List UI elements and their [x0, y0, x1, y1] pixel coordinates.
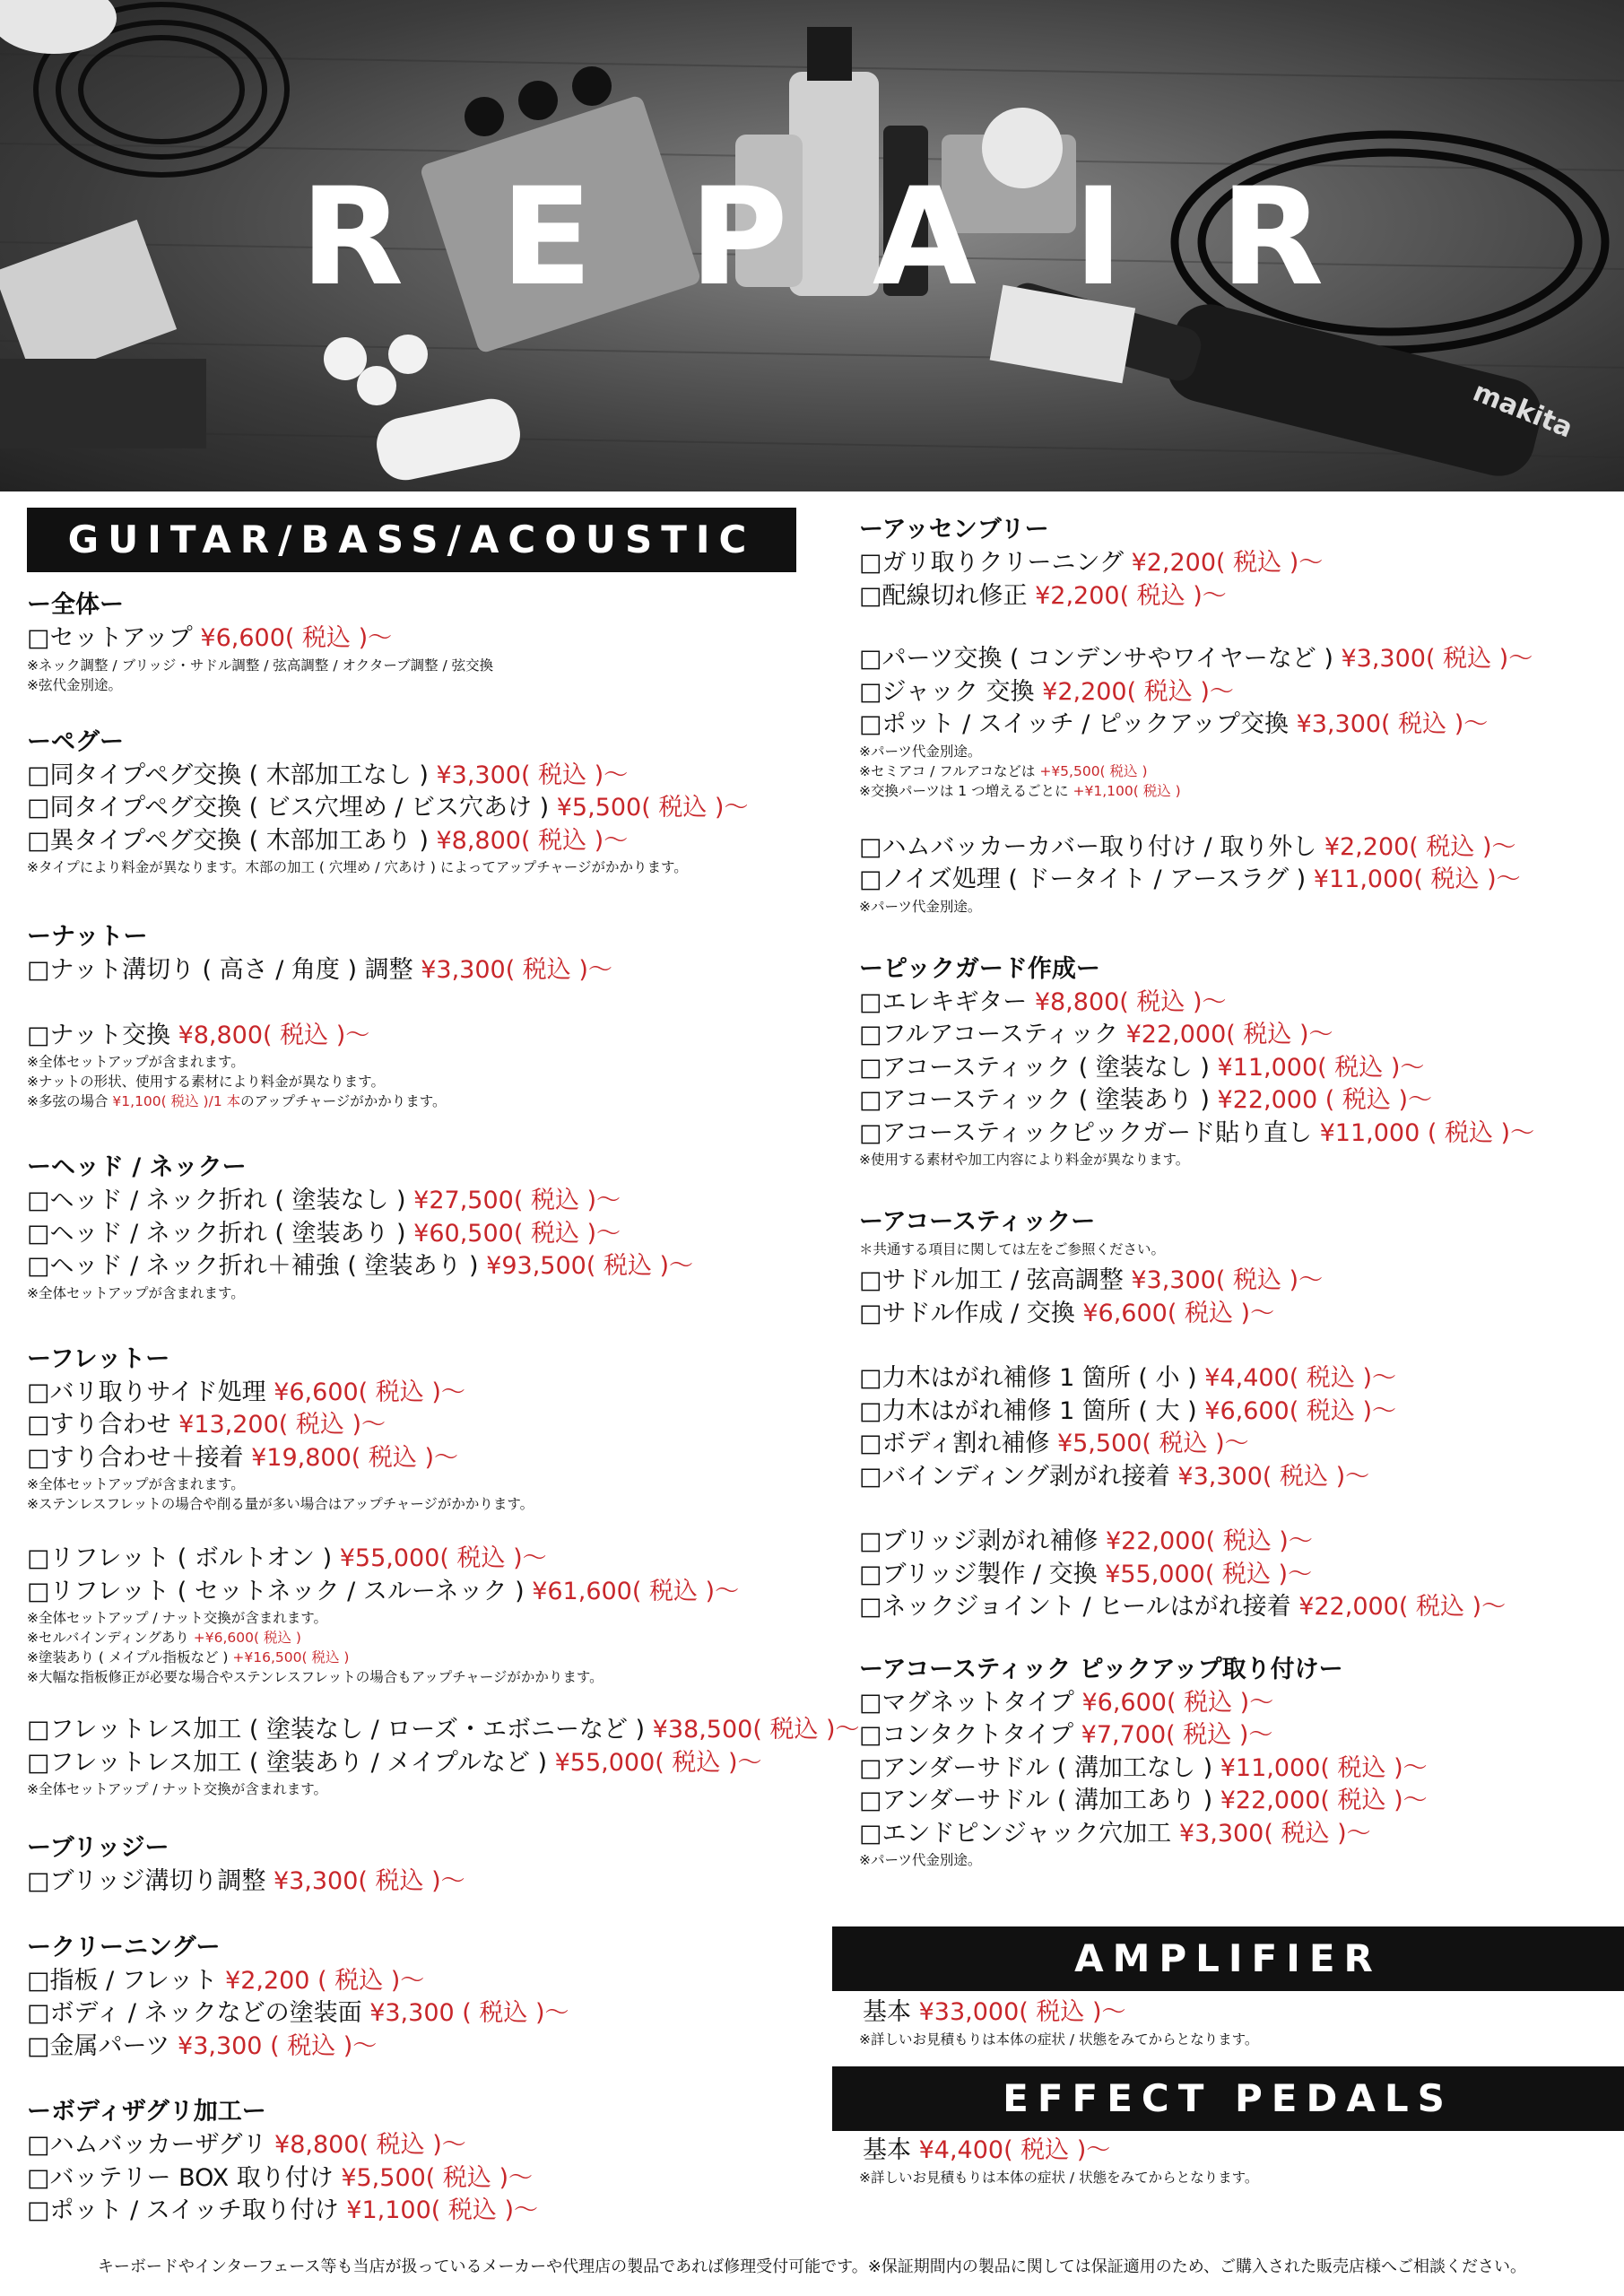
- price: ¥5,500( 税込 )～: [556, 794, 749, 822]
- price: ¥8,800( 税込 )～: [178, 1021, 370, 1049]
- amplifier-section: [859, 1996, 1258, 2049]
- section-head-neck: [27, 1151, 834, 1303]
- section-nut: [27, 920, 834, 1111]
- price: ¥11,000 ( 税込 )～: [1319, 1118, 1535, 1147]
- note: ※大幅な指板修正が必要な場合やステンレスフレットの場合もアップチャージがかかります。: [27, 1669, 604, 1685]
- price: ¥3,300( 税込 )～: [1341, 645, 1533, 673]
- list-item: □異タイプペグ交換 ( 木部加工あり ) ¥8,800( 税込 )～: [27, 826, 629, 855]
- list-item: □アコースティック ( 塗装あり ) ¥22,000 ( 税込 )～: [859, 1086, 1432, 1114]
- list-item: □アコースティックピックガード貼り直し ¥11,000 ( 税込 )～: [859, 1118, 1535, 1147]
- note: ※タイプにより料金が異なります。木部の加工 ( 穴埋め / 穴あけ ) によってアップチャージがかかります。: [27, 859, 688, 875]
- section-cleaning: [27, 1931, 834, 2064]
- list-item: 基本 ¥33,000( 税込 )～: [863, 1998, 1126, 2026]
- section-acoustic: [859, 1205, 1612, 1624]
- section-pegs: [27, 726, 834, 878]
- list-item: □セットアップ ¥6,600( 税込 )～: [27, 624, 393, 652]
- price: ¥7,700( 税込 )～: [1081, 1721, 1273, 1749]
- price: ¥13,200( 税込 )～: [178, 1411, 386, 1439]
- price: ¥2,200( 税込 )～: [1324, 832, 1516, 861]
- section-title: ーピックガード作成ー: [859, 954, 1100, 983]
- list-item: □マグネットタイプ ¥6,600( 税込 )～: [859, 1688, 1274, 1717]
- price: ¥8,800( 税込 )～: [436, 826, 629, 855]
- section-overall: [27, 588, 834, 695]
- price: ¥19,800( 税込 )～: [251, 1443, 458, 1472]
- price: ¥11,000( 税込 )～: [1313, 865, 1521, 893]
- price: ¥3,300( 税込 )～: [1296, 710, 1489, 738]
- list-item: □エンドピンジャック穴加工 ¥3,300( 税込 )～: [859, 1819, 1371, 1848]
- section-title: ーアコースティックー: [859, 1208, 1096, 1236]
- section-title: ー全体ー: [27, 591, 124, 619]
- note: ※詳しいお見積もりは本体の症状 / 状態をみてからとなります。: [859, 2031, 1259, 2048]
- list-item: □ヘッド / ネック折れ ( 塗装あり ) ¥60,500( 税込 )～: [27, 1219, 621, 1248]
- list-item: □すり合わせ ¥13,200( 税込 )～: [27, 1411, 386, 1439]
- list-item: □ハムバッカーザグリ ¥8,800( 税込 )～: [27, 2131, 466, 2159]
- list-item: □すり合わせ＋接着 ¥19,800( 税込 )～: [27, 1443, 458, 1472]
- page-title: REPAIR: [300, 160, 1421, 316]
- list-item: □フレットレス加工 ( 塗装あり / メイプルなど ) ¥55,000( 税込 )～: [27, 1748, 762, 1777]
- list-item: □ナット交換 ¥8,800( 税込 )～: [27, 1021, 370, 1049]
- price: ¥3,300( 税込 )～: [436, 761, 629, 789]
- price: ¥8,800( 税込 )～: [274, 2131, 466, 2159]
- price: ¥6,600( 税込 )～: [200, 624, 393, 652]
- amplifier-banner: AMPLIFIER: [832, 1926, 1624, 1991]
- list-item: □ブリッジ製作 / 交換 ¥55,000( 税込 )～: [859, 1560, 1313, 1588]
- note: ＊共通する項目に関しては左をご参照ください。: [859, 1241, 1166, 1257]
- price: ¥33,000( 税込 )～: [918, 1998, 1126, 2026]
- price: ¥22,000( 税込 )～: [1125, 1021, 1333, 1048]
- price: ¥3,300( 税込 )～: [1177, 1462, 1370, 1491]
- list-item: □アンダーサドル ( 溝加工あり ) ¥22,000( 税込 )～: [859, 1787, 1428, 1814]
- note: ※全体セットアップが含まれます。: [27, 1054, 245, 1070]
- list-item: □エレキギター ¥8,800( 税込 )～: [859, 987, 1227, 1016]
- note: ※全体セットアップが含まれます。: [27, 1476, 245, 1492]
- note: ※パーツ代金別途。: [859, 743, 982, 760]
- price: ¥22,000( 税込 )～: [1105, 1527, 1313, 1555]
- section-title: ーフレットー: [27, 1344, 170, 1373]
- price: ¥6,600( 税込 )～: [1081, 1688, 1274, 1717]
- note: ※全体セットアップが含まれます。: [27, 1284, 245, 1301]
- list-item: □ヘッド / ネック折れ＋補強 ( 塗装あり ) ¥93,500( 税込 )～: [27, 1252, 694, 1280]
- price: ¥6,600( 税込 )～: [1082, 1299, 1275, 1327]
- price: ¥27,500( 税込 )～: [413, 1187, 621, 1214]
- price: ¥5,500( 税込 )～: [1056, 1430, 1249, 1457]
- list-item: □指板 / フレット ¥2,200 ( 税込 )～: [27, 1966, 425, 1995]
- note: ※全体セットアップ / ナット交換が含まれます。: [27, 1610, 327, 1626]
- price: ¥3,300( 税込 )～: [1178, 1819, 1371, 1848]
- list-item: □同タイプペグ交換 ( 木部加工なし ) ¥3,300( 税込 )～: [27, 761, 629, 789]
- note: ※パーツ代金別途。: [859, 1852, 982, 1868]
- drill-brand-logo: makita: [1468, 376, 1577, 445]
- price: ¥6,600( 税込 )～: [274, 1378, 465, 1406]
- list-item: □金属パーツ ¥3,300 ( 税込 )～: [27, 2031, 378, 2060]
- guitar-bass-acoustic-banner: GUITAR/BASS/ACOUSTIC: [27, 508, 796, 572]
- price: ¥61,600( 税込 )～: [532, 1577, 740, 1605]
- note: ※全体セットアップ / ナット交換が含まれます。: [27, 1781, 327, 1797]
- note: ※弦代金別途。: [27, 676, 122, 693]
- list-item: □力木はがれ補修 1 箇所 ( 大 ) ¥6,600( 税込 )～: [859, 1396, 1396, 1425]
- note: ※パーツ代金別途。: [859, 898, 982, 915]
- price: ¥3,300( 税込 )～: [421, 956, 612, 984]
- list-item: □サドル作成 / 交換 ¥6,600( 税込 )～: [859, 1299, 1275, 1327]
- section-title: ーアコースティック ピックアップ取り付けー: [859, 1655, 1343, 1683]
- price: ¥4,400( 税込 )～: [1204, 1364, 1396, 1392]
- price: ¥55,000( 税込 )～: [1105, 1560, 1313, 1588]
- price: ¥55,000( 税込 )～: [554, 1748, 762, 1777]
- list-item: □ボディ割れ補修 ¥5,500( 税込 )～: [859, 1430, 1249, 1457]
- list-item: □配線切れ修正 ¥2,200( 税込 )～: [859, 581, 1227, 610]
- price: ¥22,000 ( 税込 )～: [1217, 1086, 1432, 1114]
- price: ¥38,500( 税込 )～: [652, 1716, 860, 1744]
- list-item: □バッテリー BOX 取り付け ¥5,500( 税込 )～: [27, 2163, 534, 2192]
- list-item: □ネックジョイント / ヒールはがれ接着 ¥22,000( 税込 )～: [859, 1593, 1507, 1621]
- price: ¥3,300( 税込 )～: [273, 1867, 465, 1895]
- note: ※交換パーツは 1 つ増えるごとに +¥1,100( 税込 ): [859, 782, 1181, 799]
- price: ¥2,200 ( 税込 )～: [225, 1966, 425, 1995]
- list-item: □アコースティック ( 塗装なし ) ¥11,000( 税込 )～: [859, 1053, 1425, 1082]
- section-bridge: [27, 1831, 834, 1899]
- list-item: □アンダーサドル ( 溝加工なし ) ¥11,000( 税込 )～: [859, 1753, 1428, 1782]
- list-item: □ガリ取りクリーニング ¥2,200( 税込 )～: [859, 549, 1324, 577]
- section-title: ーボディザグリ加工ー: [27, 2098, 266, 2126]
- effect-pedals-section: [859, 2135, 1258, 2187]
- section-title: ークリーニングー: [27, 1933, 221, 1961]
- note: ※使用する素材や加工内容により料金が異なります。: [859, 1152, 1190, 1168]
- list-item: □フレットレス加工 ( 塗装なし / ローズ・エボニーなど ) ¥38,500( 税込 )～: [27, 1716, 860, 1744]
- section-acoustic-pickup: [859, 1653, 1612, 1871]
- list-item: □ボディ / ネックなどの塗装面 ¥3,300 ( 税込 )～: [27, 1999, 569, 2027]
- effect-pedals-banner: EFFECT PEDALS: [832, 2066, 1624, 2131]
- section-title: ーアッセンブリー: [859, 516, 1049, 544]
- price: ¥22,000( 税込 )～: [1298, 1593, 1507, 1621]
- list-item: □ノイズ処理 ( ドータイト / アースラグ ) ¥11,000( 税込 )～: [859, 865, 1521, 893]
- list-item: □パーツ交換 ( コンデンサやワイヤーなど ) ¥3,300( 税込 )～: [859, 645, 1533, 673]
- note: ※ネック調整 / ブリッジ・サドル調整 / 弦高調整 / オクターブ調整 / 弦交換: [27, 657, 494, 674]
- list-item: □フルアコースティック ¥22,000( 税込 )～: [859, 1021, 1333, 1048]
- list-item: □コンタクトタイプ ¥7,700( 税込 )～: [859, 1721, 1273, 1749]
- list-item: □リフレット ( ボルトオン ) ¥55,000( 税込 )～: [27, 1544, 547, 1572]
- guitar-column: [27, 508, 860, 2228]
- list-item: □ブリッジ剥がれ補修 ¥22,000( 税込 )～: [859, 1527, 1313, 1555]
- section-frets: [27, 1343, 860, 1800]
- section-title: ーペグー: [27, 727, 124, 756]
- price: ¥8,800( 税込 )～: [1034, 987, 1227, 1016]
- price: ¥2,200( 税込 )～: [1042, 677, 1234, 706]
- price: ¥93,500( 税込 )～: [486, 1252, 694, 1280]
- list-item: □同タイプペグ交換 ( ビス穴埋め / ビス穴あけ ) ¥5,500( 税込 )～: [27, 794, 749, 822]
- list-item: □バリ取りサイド処理 ¥6,600( 税込 )～: [27, 1378, 465, 1406]
- list-item: □ヘッド / ネック折れ ( 塗装なし ) ¥27,500( 税込 )～: [27, 1187, 621, 1214]
- list-item: □ポット / スイッチ取り付け ¥1,100( 税込 )～: [27, 2196, 538, 2224]
- price: ¥6,600( 税込 )～: [1204, 1396, 1396, 1425]
- section-title: ーブリッジー: [27, 1834, 169, 1862]
- list-item: □ジャック 交換 ¥2,200( 税込 )～: [859, 677, 1234, 706]
- price: ¥55,000( 税込 )～: [339, 1544, 547, 1572]
- section-body-routing: [27, 2095, 834, 2228]
- footer-note: キーボードやインターフェース等も当店が扱っているメーカーや代理店の製品であれば修理受付可能です。※保証期間内の製品に関しては保証適用のため、ご購入された販売店様へご相談ください。: [97, 2257, 1527, 2276]
- price: ¥2,200( 税込 )～: [1035, 581, 1227, 610]
- list-item: 基本 ¥4,400( 税込 )～: [863, 2136, 1111, 2164]
- price: ¥3,300 ( 税込 )～: [369, 1999, 569, 2027]
- note: ※塗装あり ( メイプル指板など ) +¥16,500( 税込 ): [27, 1649, 350, 1665]
- section-assembly: [859, 513, 1612, 917]
- list-item: □力木はがれ補修 1 箇所 ( 小 ) ¥4,400( 税込 )～: [859, 1364, 1396, 1392]
- section-title: ーヘッド / ネックー: [27, 1153, 247, 1181]
- list-item: □ハムバッカーカバー取り付け / 取り外し ¥2,200( 税込 )～: [859, 832, 1516, 861]
- price: ¥3,300( 税込 )～: [1131, 1266, 1324, 1294]
- list-item: □ポット / スイッチ / ピックアップ交換 ¥3,300( 税込 )～: [859, 710, 1489, 738]
- list-item: □ナット溝切り ( 高さ / 角度 ) 調整 ¥3,300( 税込 )～: [27, 956, 612, 984]
- section-title: ーナットー: [27, 923, 148, 951]
- list-item: □バインディング剥がれ接着 ¥3,300( 税込 )～: [859, 1462, 1370, 1491]
- note: ※多弦の場合 ¥1,100( 税込 )/1 本のアップチャージがかかります。: [27, 1093, 447, 1109]
- price: ¥11,000( 税込 )～: [1220, 1753, 1428, 1782]
- note: ※詳しいお見積もりは本体の症状 / 状態をみてからとなります。: [859, 2169, 1259, 2186]
- note: ※ステンレスフレットの場合や削る量が多い場合はアップチャージがかかります。: [27, 1496, 534, 1512]
- price: ¥1,100( 税込 )～: [346, 2196, 538, 2224]
- note: ※ナットの形状、使用する素材により料金が異なります。: [27, 1074, 385, 1090]
- price: ¥3,300 ( 税込 )～: [178, 2031, 378, 2060]
- right-column: [859, 513, 1612, 1870]
- note: ※セルバインディングあり +¥6,600( 税込 ): [27, 1630, 301, 1646]
- price: ¥11,000( 税込 )～: [1217, 1053, 1425, 1082]
- list-item: □ブリッジ溝切り調整 ¥3,300( 税込 )～: [27, 1867, 465, 1895]
- section-pickguard: [859, 952, 1612, 1170]
- note: ※セミアコ / フルアコなどは +¥5,500( 税込 ): [859, 762, 1148, 779]
- price: ¥2,200( 税込 )～: [1131, 549, 1324, 577]
- list-item: □リフレット ( セットネック / スルーネック ) ¥61,600( 税込 )～: [27, 1577, 740, 1605]
- hero-photo: [0, 0, 1624, 491]
- price: ¥4,400( 税込 )～: [918, 2136, 1111, 2164]
- price: ¥60,500( 税込 )～: [413, 1219, 621, 1248]
- price: ¥22,000( 税込 )～: [1220, 1787, 1428, 1814]
- list-item: □サドル加工 / 弦高調整 ¥3,300( 税込 )～: [859, 1266, 1324, 1294]
- price: ¥5,500( 税込 )～: [341, 2163, 534, 2192]
